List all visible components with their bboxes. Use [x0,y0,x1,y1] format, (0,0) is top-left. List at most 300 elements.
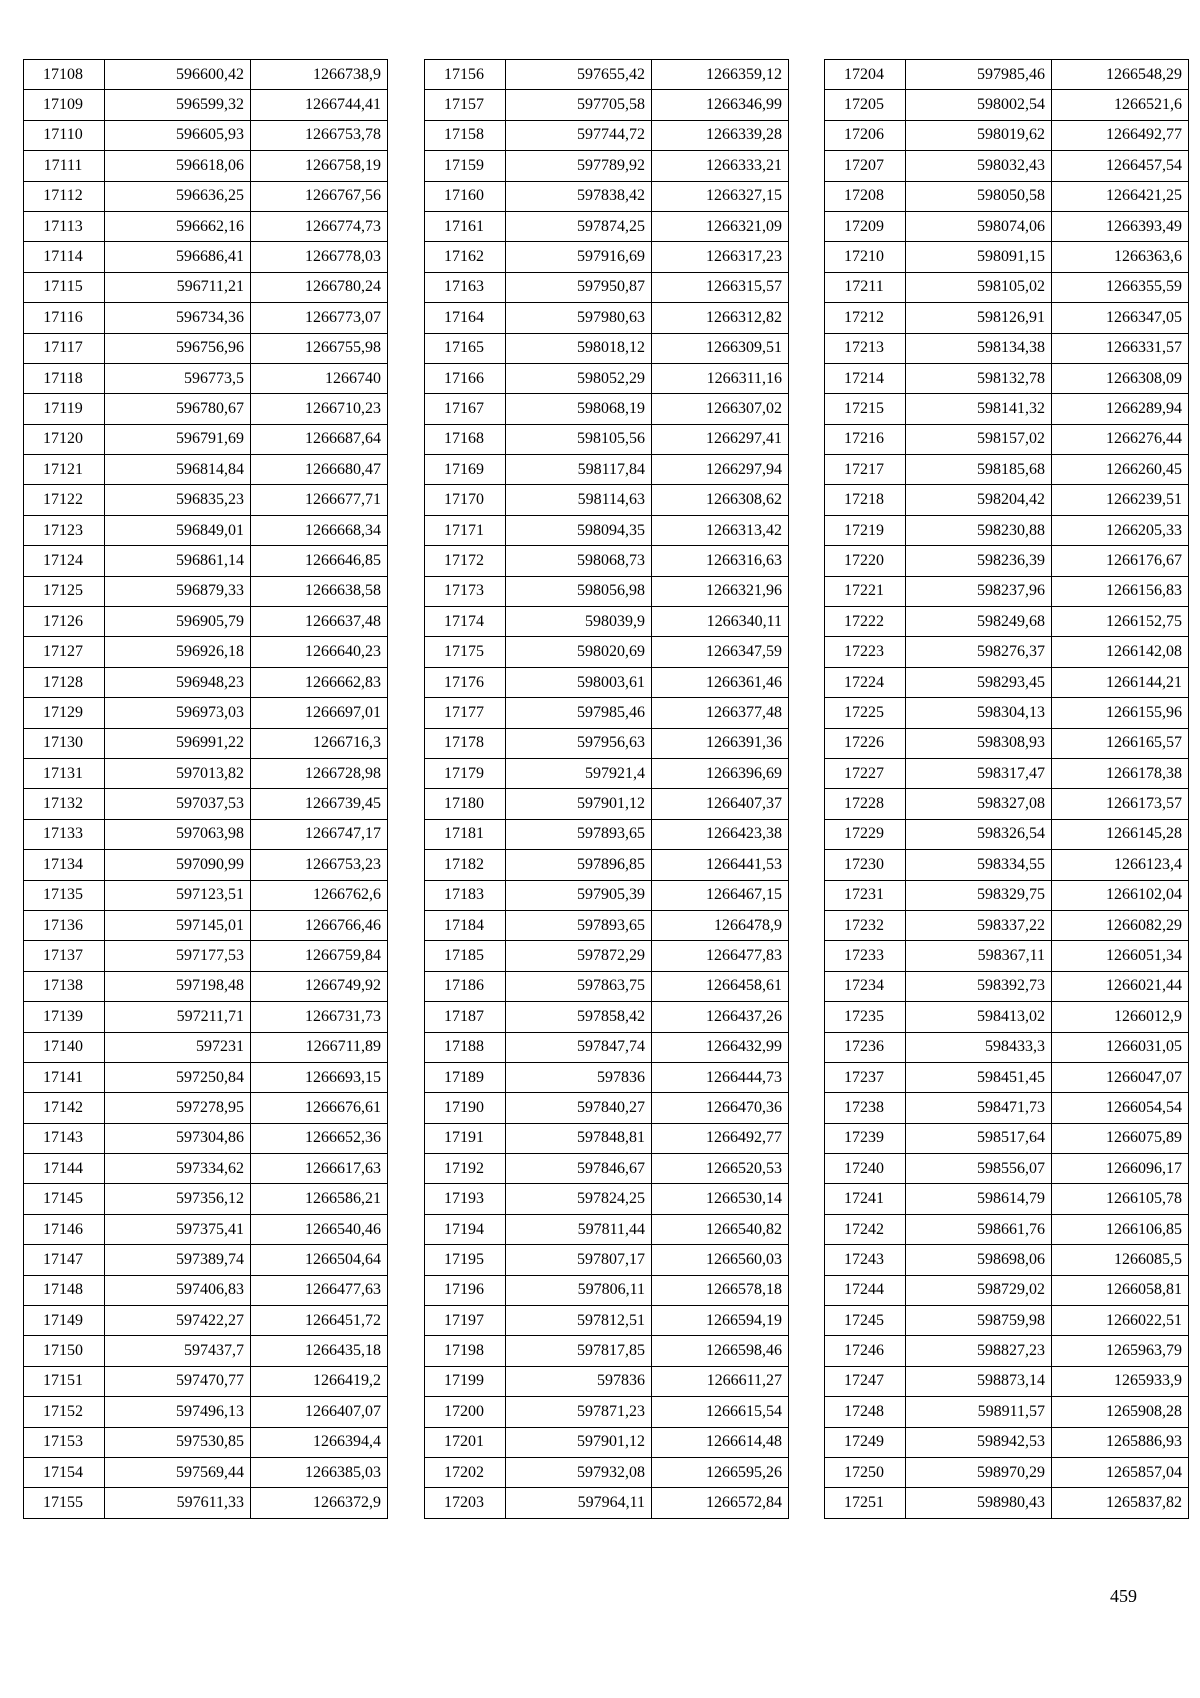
point-number-cell: 17238 [825,1093,906,1123]
x-coordinate-cell: 598911,57 [906,1397,1052,1427]
y-coordinate-cell: 1266739,45 [251,789,388,819]
point-number-cell: 17143 [24,1123,105,1153]
point-number-cell: 17164 [425,303,506,333]
table-row [24,1062,388,1092]
y-coordinate-cell: 1266668,34 [251,515,388,545]
point-number-cell: 17137 [24,941,105,971]
x-coordinate-cell: 598980,43 [906,1488,1052,1518]
y-coordinate-cell: 1266359,12 [652,60,789,90]
point-number-cell: 17150 [24,1336,105,1366]
y-coordinate-cell: 1266054,54 [1052,1093,1189,1123]
y-coordinate-cell: 1266372,9 [251,1488,388,1518]
x-coordinate-cell: 598827,23 [906,1336,1052,1366]
table-row [825,1214,1189,1244]
point-number-cell: 17158 [425,120,506,150]
x-coordinate-cell: 598068,73 [506,546,652,576]
table-row [825,120,1189,150]
point-number-cell: 17112 [24,181,105,211]
x-coordinate-cell: 596926,18 [105,637,251,667]
point-number-cell: 17243 [825,1245,906,1275]
y-coordinate-cell: 1266047,07 [1052,1062,1189,1092]
x-coordinate-cell: 598074,06 [906,211,1052,241]
y-coordinate-cell: 1266598,46 [652,1336,789,1366]
table-row [425,1123,789,1153]
x-coordinate-cell: 597406,83 [105,1275,251,1305]
y-coordinate-cell: 1266749,92 [251,971,388,1001]
y-coordinate-cell: 1266391,36 [652,728,789,758]
y-coordinate-cell: 1266082,29 [1052,910,1189,940]
table-row [24,120,388,150]
table-row [24,303,388,333]
y-coordinate-cell: 1266312,82 [652,303,789,333]
table-row [24,789,388,819]
table-row [425,607,789,637]
point-number-cell: 17234 [825,971,906,1001]
x-coordinate-cell: 598942,53 [906,1427,1052,1457]
table-row [24,90,388,120]
y-coordinate-cell: 1266173,57 [1052,789,1189,819]
point-number-cell: 17162 [425,242,506,272]
x-coordinate-cell: 598433,3 [906,1032,1052,1062]
table-row [24,1123,388,1153]
table-row [24,819,388,849]
point-number-cell: 17244 [825,1275,906,1305]
point-number-cell: 17196 [425,1275,506,1305]
x-coordinate-cell: 596662,16 [105,211,251,241]
x-coordinate-cell: 597090,99 [105,850,251,880]
table-row [825,546,1189,576]
point-number-cell: 17210 [825,242,906,272]
x-coordinate-cell: 597063,98 [105,819,251,849]
table-row [425,90,789,120]
table-row [825,394,1189,424]
y-coordinate-cell: 1266687,64 [251,424,388,454]
table-row [24,181,388,211]
y-coordinate-cell: 1266594,19 [652,1306,789,1336]
y-coordinate-cell: 1266753,23 [251,850,388,880]
y-coordinate-cell: 1265886,93 [1052,1427,1189,1457]
x-coordinate-cell: 597896,85 [506,850,652,880]
y-coordinate-cell: 1266317,23 [652,242,789,272]
point-number-cell: 17154 [24,1457,105,1487]
point-number-cell: 17245 [825,1306,906,1336]
table-row [425,515,789,545]
y-coordinate-cell: 1266586,21 [251,1184,388,1214]
point-number-cell: 17251 [825,1488,906,1518]
x-coordinate-cell: 598134,38 [906,333,1052,363]
table-row [825,1457,1189,1487]
point-number-cell: 17207 [825,151,906,181]
point-number-cell: 17159 [425,151,506,181]
table-row [825,151,1189,181]
table-row [24,424,388,454]
x-coordinate-cell: 597278,95 [105,1093,251,1123]
point-number-cell: 17116 [24,303,105,333]
page-number: 459 [1110,1586,1137,1606]
table-row [425,1488,789,1518]
x-coordinate-cell: 598308,93 [906,728,1052,758]
x-coordinate-cell: 598970,29 [906,1457,1052,1487]
x-coordinate-cell: 597123,51 [105,880,251,910]
point-number-cell: 17169 [425,455,506,485]
x-coordinate-cell: 598237,96 [906,576,1052,606]
y-coordinate-cell: 1266697,01 [251,698,388,728]
point-number-cell: 17123 [24,515,105,545]
table-row [825,211,1189,241]
point-number-cell: 17212 [825,303,906,333]
point-number-cell: 17177 [425,698,506,728]
x-coordinate-cell: 597847,74 [506,1032,652,1062]
x-coordinate-cell: 597655,42 [506,60,652,90]
table-row [425,819,789,849]
y-coordinate-cell: 1266492,77 [652,1123,789,1153]
x-coordinate-cell: 598126,91 [906,303,1052,333]
point-number-cell: 17214 [825,363,906,393]
point-number-cell: 17235 [825,1002,906,1032]
point-number-cell: 17171 [425,515,506,545]
table-row [825,728,1189,758]
y-coordinate-cell: 1266311,16 [652,363,789,393]
point-number-cell: 17170 [425,485,506,515]
y-coordinate-cell: 1266309,51 [652,333,789,363]
table-row [825,1275,1189,1305]
point-number-cell: 17200 [425,1397,506,1427]
point-number-cell: 17202 [425,1457,506,1487]
table-row [425,151,789,181]
x-coordinate-cell: 597198,48 [105,971,251,1001]
point-number-cell: 17232 [825,910,906,940]
x-coordinate-cell: 597956,63 [506,728,652,758]
y-coordinate-cell: 1266393,49 [1052,211,1189,241]
x-coordinate-cell: 596835,23 [105,485,251,515]
y-coordinate-cell: 1266731,73 [251,1002,388,1032]
y-coordinate-cell: 1266617,63 [251,1154,388,1184]
y-coordinate-cell: 1266595,26 [652,1457,789,1487]
point-number-cell: 17226 [825,728,906,758]
x-coordinate-cell: 598141,32 [906,394,1052,424]
point-number-cell: 17119 [24,394,105,424]
x-coordinate-cell: 596686,41 [105,242,251,272]
y-coordinate-cell: 1266646,85 [251,546,388,576]
x-coordinate-cell: 596791,69 [105,424,251,454]
y-coordinate-cell: 1266441,53 [652,850,789,880]
y-coordinate-cell: 1266614,48 [652,1427,789,1457]
table-row [825,242,1189,272]
x-coordinate-cell: 597985,46 [906,60,1052,90]
y-coordinate-cell: 1266289,94 [1052,394,1189,424]
table-row [24,1427,388,1457]
point-number-cell: 17160 [425,181,506,211]
x-coordinate-cell: 597437,7 [105,1336,251,1366]
table-row [425,971,789,1001]
y-coordinate-cell: 1266340,11 [652,607,789,637]
table-row [825,515,1189,545]
x-coordinate-cell: 598032,43 [906,151,1052,181]
x-coordinate-cell: 596861,14 [105,546,251,576]
x-coordinate-cell: 597304,86 [105,1123,251,1153]
table-row [24,637,388,667]
table-row [425,1245,789,1275]
x-coordinate-cell: 597872,29 [506,941,652,971]
point-number-cell: 17155 [24,1488,105,1518]
y-coordinate-cell: 1266333,21 [652,151,789,181]
x-coordinate-cell: 598056,98 [506,576,652,606]
x-coordinate-cell: 597806,11 [506,1275,652,1305]
x-coordinate-cell: 596973,03 [105,698,251,728]
table-row [24,1306,388,1336]
point-number-cell: 17241 [825,1184,906,1214]
table-row [825,455,1189,485]
table-row [425,1062,789,1092]
point-number-cell: 17190 [425,1093,506,1123]
point-number-cell: 17126 [24,607,105,637]
point-number-cell: 17148 [24,1275,105,1305]
y-coordinate-cell: 1266778,03 [251,242,388,272]
table-row [425,910,789,940]
point-number-cell: 17152 [24,1397,105,1427]
y-coordinate-cell: 1265857,04 [1052,1457,1189,1487]
y-coordinate-cell: 1266407,37 [652,789,789,819]
table-row [425,60,789,90]
table-row [24,333,388,363]
table-row [425,576,789,606]
table-row [24,728,388,758]
table-row [825,424,1189,454]
x-coordinate-cell: 597916,69 [506,242,652,272]
x-coordinate-cell: 597932,08 [506,1457,652,1487]
y-coordinate-cell: 1266346,99 [652,90,789,120]
y-coordinate-cell: 1266407,07 [251,1397,388,1427]
point-number-cell: 17231 [825,880,906,910]
point-number-cell: 17208 [825,181,906,211]
table-row [425,1184,789,1214]
table-row [425,1306,789,1336]
y-coordinate-cell: 1266744,41 [251,90,388,120]
table-row [24,515,388,545]
x-coordinate-cell: 597496,13 [105,1397,251,1427]
point-number-cell: 17124 [24,546,105,576]
table-row [425,637,789,667]
x-coordinate-cell: 598050,58 [906,181,1052,211]
y-coordinate-cell: 1266396,69 [652,758,789,788]
point-number-cell: 17204 [825,60,906,90]
y-coordinate-cell: 1266152,75 [1052,607,1189,637]
x-coordinate-cell: 598018,12 [506,333,652,363]
y-coordinate-cell: 1266331,57 [1052,333,1189,363]
y-coordinate-cell: 1266740 [251,363,388,393]
table-row [825,576,1189,606]
table-row [425,242,789,272]
point-number-cell: 17173 [425,576,506,606]
x-coordinate-cell: 596814,84 [105,455,251,485]
table-row [825,698,1189,728]
y-coordinate-cell: 1266315,57 [652,272,789,302]
point-number-cell: 17130 [24,728,105,758]
point-number-cell: 17131 [24,758,105,788]
table-row [425,394,789,424]
coordinate-table-3 [824,59,1189,1519]
y-coordinate-cell: 1266058,81 [1052,1275,1189,1305]
x-coordinate-cell: 598451,45 [906,1062,1052,1092]
point-number-cell: 17199 [425,1366,506,1396]
point-number-cell: 17122 [24,485,105,515]
y-coordinate-cell: 1266637,48 [251,607,388,637]
table-row [24,1214,388,1244]
y-coordinate-cell: 1266327,15 [652,181,789,211]
y-coordinate-cell: 1266321,96 [652,576,789,606]
table-row [24,272,388,302]
table-row [425,211,789,241]
table-row [825,272,1189,302]
point-number-cell: 17133 [24,819,105,849]
point-number-cell: 17229 [825,819,906,849]
table-row [24,242,388,272]
table-row [425,667,789,697]
x-coordinate-cell: 598661,76 [906,1214,1052,1244]
table-row [425,120,789,150]
x-coordinate-cell: 597744,72 [506,120,652,150]
y-coordinate-cell: 1266276,44 [1052,424,1189,454]
y-coordinate-cell: 1266680,47 [251,455,388,485]
table-row [825,637,1189,667]
point-number-cell: 17217 [825,455,906,485]
y-coordinate-cell: 1266145,28 [1052,819,1189,849]
table-row [24,455,388,485]
table-row [825,90,1189,120]
y-coordinate-cell: 1266347,59 [652,637,789,667]
point-number-cell: 17139 [24,1002,105,1032]
x-coordinate-cell: 598020,69 [506,637,652,667]
y-coordinate-cell: 1265933,9 [1052,1366,1189,1396]
y-coordinate-cell: 1266142,08 [1052,637,1189,667]
point-number-cell: 17184 [425,910,506,940]
table-row [425,455,789,485]
x-coordinate-cell: 596905,79 [105,607,251,637]
point-number-cell: 17192 [425,1154,506,1184]
point-number-cell: 17109 [24,90,105,120]
x-coordinate-cell: 597705,58 [506,90,652,120]
table-row [425,424,789,454]
x-coordinate-cell: 598556,07 [906,1154,1052,1184]
y-coordinate-cell: 1266693,15 [251,1062,388,1092]
x-coordinate-cell: 598317,47 [906,758,1052,788]
x-coordinate-cell: 597824,25 [506,1184,652,1214]
y-coordinate-cell: 1266394,4 [251,1427,388,1457]
y-coordinate-cell: 1266123,4 [1052,850,1189,880]
x-coordinate-cell: 598293,45 [906,667,1052,697]
x-coordinate-cell: 597836 [506,1366,652,1396]
y-coordinate-cell: 1266540,82 [652,1214,789,1244]
y-coordinate-cell: 1266652,36 [251,1123,388,1153]
point-number-cell: 17113 [24,211,105,241]
table-row [24,1154,388,1184]
y-coordinate-cell: 1266075,89 [1052,1123,1189,1153]
y-coordinate-cell: 1266753,78 [251,120,388,150]
table-row [425,1336,789,1366]
table-row [24,1488,388,1518]
table-row [24,1032,388,1062]
table-row [825,1184,1189,1214]
point-number-cell: 17187 [425,1002,506,1032]
table-row [425,303,789,333]
y-coordinate-cell: 1266021,44 [1052,971,1189,1001]
point-number-cell: 17228 [825,789,906,819]
point-number-cell: 17163 [425,272,506,302]
y-coordinate-cell: 1266156,83 [1052,576,1189,606]
y-coordinate-cell: 1265837,82 [1052,1488,1189,1518]
table-row [825,789,1189,819]
table-row [825,971,1189,1001]
point-number-cell: 17206 [825,120,906,150]
table-row [425,1002,789,1032]
table-row [24,1397,388,1427]
table-row [825,333,1189,363]
y-coordinate-cell: 1266710,23 [251,394,388,424]
x-coordinate-cell: 598068,19 [506,394,652,424]
table-row [825,850,1189,880]
x-coordinate-cell: 597921,4 [506,758,652,788]
table-row [425,1427,789,1457]
x-coordinate-cell: 597789,92 [506,151,652,181]
y-coordinate-cell: 1266361,46 [652,667,789,697]
x-coordinate-cell: 598329,75 [906,880,1052,910]
point-number-cell: 17197 [425,1306,506,1336]
table-row [425,1275,789,1305]
table-row [825,1306,1189,1336]
point-number-cell: 17175 [425,637,506,667]
x-coordinate-cell: 597964,11 [506,1488,652,1518]
x-coordinate-cell: 597858,42 [506,1002,652,1032]
x-coordinate-cell: 597177,53 [105,941,251,971]
y-coordinate-cell: 1266308,62 [652,485,789,515]
table-row [825,758,1189,788]
y-coordinate-cell: 1266012,9 [1052,1002,1189,1032]
x-coordinate-cell: 597811,44 [506,1214,652,1244]
x-coordinate-cell: 598614,79 [906,1184,1052,1214]
y-coordinate-cell: 1265908,28 [1052,1397,1189,1427]
point-number-cell: 17145 [24,1184,105,1214]
x-coordinate-cell: 598326,54 [906,819,1052,849]
x-coordinate-cell: 596756,96 [105,333,251,363]
point-number-cell: 17185 [425,941,506,971]
point-number-cell: 17176 [425,667,506,697]
y-coordinate-cell: 1266758,19 [251,151,388,181]
point-number-cell: 17117 [24,333,105,363]
point-number-cell: 17250 [825,1457,906,1487]
y-coordinate-cell: 1266339,28 [652,120,789,150]
x-coordinate-cell: 598039,9 [506,607,652,637]
x-coordinate-cell: 598052,29 [506,363,652,393]
x-coordinate-cell: 597893,65 [506,819,652,849]
point-number-cell: 17222 [825,607,906,637]
y-coordinate-cell: 1266540,46 [251,1214,388,1244]
point-number-cell: 17224 [825,667,906,697]
point-number-cell: 17249 [825,1427,906,1457]
x-coordinate-cell: 598759,98 [906,1306,1052,1336]
table-row [425,181,789,211]
table-row [24,1275,388,1305]
y-coordinate-cell: 1266022,51 [1052,1306,1189,1336]
table-row [825,880,1189,910]
table-row [24,758,388,788]
x-coordinate-cell: 596849,01 [105,515,251,545]
table-row [425,1093,789,1123]
y-coordinate-cell: 1266773,07 [251,303,388,333]
table-row [825,941,1189,971]
point-number-cell: 17128 [24,667,105,697]
y-coordinate-cell: 1266421,25 [1052,181,1189,211]
point-number-cell: 17147 [24,1245,105,1275]
